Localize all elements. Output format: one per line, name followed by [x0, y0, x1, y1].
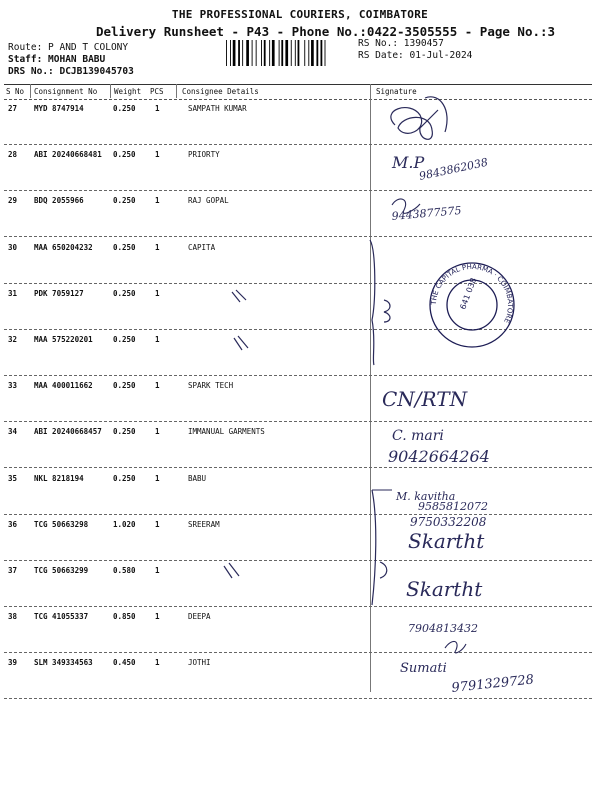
cell-sno: 29 [8, 196, 18, 206]
signature-scribble [445, 641, 466, 652]
hand-phone: 9443877575 [391, 203, 462, 223]
cell-weight: 0.250 [113, 150, 136, 160]
cell-consignment: MAA 650204232 [34, 242, 93, 252]
cell-consignee: CAPITA [188, 242, 216, 252]
cell-consignment: TCG 50663298 [34, 519, 89, 529]
bracket-mark [384, 300, 390, 322]
route-label: Route: P AND T COLONY [8, 42, 129, 53]
cell-sno: 31 [8, 288, 18, 298]
cell-pcs: 1 [155, 473, 160, 483]
hand-phone: 9585812072 [418, 500, 488, 513]
cell-consignee: SPARK TECH [188, 381, 234, 391]
pen-mark [224, 563, 239, 578]
col-sno: S No [6, 87, 25, 96]
hand-name: M. kavitha [396, 490, 456, 503]
cell-consignee: PRIORTY [188, 150, 220, 160]
cell-consignment: NKL 8218194 [34, 473, 84, 483]
cell-sno: 34 [8, 427, 18, 437]
drs-number: DRS No.: DCJB139045703 [8, 66, 134, 77]
bracket-mark [380, 562, 387, 578]
cell-pcs: 1 [155, 427, 160, 437]
cell-consignment: TCG 41055337 [34, 612, 89, 622]
cell-consignment: MAA 575220201 [34, 335, 93, 344]
col-consignee: Consignee Details [182, 87, 259, 96]
cell-pcs: 1 [155, 566, 160, 575]
hand-phone: 9843862038 [417, 155, 490, 183]
cell-pcs: 1 [155, 335, 160, 344]
cell-weight: 0.250 [113, 242, 136, 252]
cell-sno: 32 [8, 335, 18, 344]
pen-mark [234, 336, 248, 350]
cell-weight: 0.250 [113, 381, 136, 391]
cell-sno: 28 [8, 150, 18, 160]
hand-note: CN/RTN [382, 387, 468, 411]
cell-weight: 0.250 [113, 427, 136, 437]
cell-weight: 0.250 [113, 473, 136, 483]
col-consignment: Consignment No [34, 87, 98, 96]
cell-consignment: ABI 20240668457 [34, 427, 102, 437]
hand-name: Sumati [400, 661, 447, 676]
bracket-mark [372, 490, 376, 605]
cell-consignee: SREERAM [188, 519, 220, 529]
cell-sno: 38 [8, 612, 18, 622]
cell-consignment: TCG 50663299 [34, 566, 89, 575]
company-name: THE PROFESSIONAL COURIERS, COIMBATORE [171, 8, 429, 21]
hand-phone: 9042664264 [388, 447, 490, 466]
cell-pcs: 1 [155, 519, 160, 529]
col-weight: Weight [114, 87, 142, 96]
hand-phone: 9750332208 [410, 515, 487, 529]
cell-weight: 1.020 [113, 519, 136, 529]
cell-weight: 0.850 [113, 612, 136, 622]
signature-scribble [391, 108, 438, 140]
cell-pcs: 1 [155, 288, 160, 298]
hand-phone: 7904813432 [408, 622, 478, 635]
staff-label: Staff: MOHAN BABU [8, 54, 106, 65]
cell-weight: 0.580 [113, 566, 136, 575]
rs-date: RS Date: 01-Jul-2024 [358, 50, 473, 61]
cell-consignee: BABU [188, 473, 207, 483]
cell-consignment: SLM 349334563 [34, 658, 93, 668]
cell-weight: 0.250 [113, 335, 136, 344]
cell-sno: 27 [8, 104, 18, 113]
rs-number: RS No.: 1390457 [358, 38, 444, 49]
cell-pcs: 1 [155, 104, 160, 113]
cell-pcs: 1 [155, 196, 160, 206]
cell-consignment: MAA 400011662 [34, 381, 93, 391]
cell-sno: 30 [8, 242, 18, 252]
cell-consignment: PDK 7059127 [34, 288, 84, 298]
hand-phone: 9791329728 [450, 672, 535, 696]
hand-signature: Skartht [408, 529, 485, 553]
cell-sno: 35 [8, 473, 18, 483]
cell-sno: 36 [8, 519, 18, 529]
cell-pcs: 1 [155, 658, 160, 668]
cell-pcs: 1 [155, 150, 160, 160]
cell-consignee: JOTHI [188, 658, 211, 668]
col-pcs: PCS [150, 87, 164, 96]
bracket-mark [370, 240, 375, 365]
cell-pcs: 1 [155, 612, 160, 622]
hand-name: C. mari [392, 428, 444, 444]
cell-sno: 33 [8, 381, 18, 391]
cell-sno: 37 [8, 566, 18, 575]
cell-consignee: DEEPA [188, 612, 211, 622]
cell-sno: 39 [8, 658, 18, 668]
cell-consignee: SAMPATH KUMAR [188, 104, 247, 113]
hand-signature: Skartht [406, 577, 483, 601]
cell-pcs: 1 [155, 381, 160, 391]
cell-weight: 0.250 [113, 288, 136, 298]
cell-consignee: RAJ GOPAL [188, 196, 229, 206]
cell-consignee: IMMANUAL GARMENTS [188, 427, 265, 437]
runsheet-title: Delivery Runsheet - P43 - Phone No.:0422-3505555 - Page No.:3 [96, 24, 556, 39]
pen-mark [232, 290, 246, 302]
cell-weight: 0.450 [113, 658, 136, 668]
cell-consignment: MYD 8747914 [34, 104, 84, 113]
col-signature: Signature [376, 87, 417, 96]
stamp-ring-text: THE CAPITAL PHARMA · COIMBATORE [429, 262, 515, 325]
hand-note: M.P [392, 153, 425, 172]
cell-consignment: ABI 20240668481 [34, 150, 102, 160]
cell-weight: 0.250 [113, 196, 136, 206]
signature-scribble [425, 97, 447, 132]
cell-weight: 0.250 [113, 104, 136, 113]
cell-consignment: BDQ 2055966 [34, 196, 84, 206]
stamp-center: 641 038 [458, 276, 479, 311]
cell-pcs: 1 [155, 242, 160, 252]
